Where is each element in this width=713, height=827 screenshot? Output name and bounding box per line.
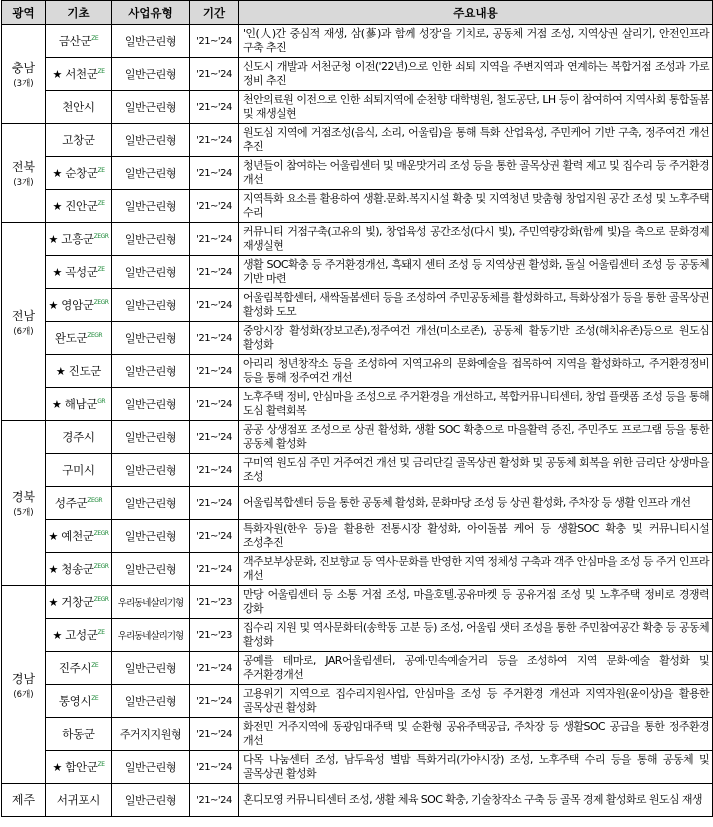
- city-name: 통영시: [58, 694, 92, 708]
- table-row: [2, 586, 713, 619]
- zone-tag: ZEGR: [93, 299, 109, 307]
- region-name: 경북: [11, 490, 36, 504]
- period-cell: '21~'24: [190, 25, 239, 58]
- table-row: [2, 388, 713, 421]
- city-cell: [46, 586, 112, 619]
- table-row: [2, 91, 713, 124]
- region-name: 제주: [11, 793, 36, 807]
- city-name: 경주시: [62, 430, 95, 444]
- city-name: 고창군: [62, 133, 95, 147]
- region-cell: [2, 784, 46, 817]
- city-name: 고흥군: [61, 232, 94, 246]
- star-icon: ★: [48, 233, 62, 246]
- table-body: [2, 25, 713, 817]
- period-cell: '21~'24: [190, 190, 239, 223]
- city-cell: [46, 619, 112, 652]
- period-cell: '21~'24: [190, 652, 239, 685]
- region-cell: [2, 421, 46, 586]
- star-icon: ★: [48, 596, 62, 609]
- table-row: [2, 619, 713, 652]
- period-cell: '21~'24: [190, 487, 239, 520]
- star-icon: ★: [52, 200, 66, 213]
- city-name: 서귀포시: [56, 793, 101, 807]
- period-cell: '21~'24: [190, 784, 239, 817]
- city-name: 천안시: [62, 100, 95, 114]
- type-cell: 일반근린형: [112, 157, 190, 190]
- zone-tag: ZE: [91, 35, 99, 43]
- type-cell: 주거지지원형: [112, 718, 190, 751]
- period-cell: '21~'24: [190, 322, 239, 355]
- content-cell: 원도심 지역에 거점조성(음식, 소리, 어울림)을 통해 특화 산업육성, 주민케어 기반 구축, 정주여건 개선 추진: [239, 124, 713, 157]
- star-icon: ★: [48, 299, 62, 312]
- content-cell: 공공 상생점포 조성으로 상권 활성화, 생활 SOC 확충으로 마을활력 증진, 주민주도 프로그램 등을 통한 공동체 활성화: [239, 421, 713, 454]
- content-cell: 청년들이 참여하는 어울림센터 및 매운맛거리 조성 등을 통한 골목상권 활력 제고 및 집수리 등 주거환경 개선: [239, 157, 713, 190]
- region-name: 전남: [11, 308, 36, 323]
- zone-tag: ZEGR: [93, 596, 109, 604]
- period-cell: '21~'24: [190, 355, 239, 388]
- city-name: 진안군: [65, 199, 98, 213]
- type-cell: 일반근린형: [112, 256, 190, 289]
- content-cell: 커뮤니티 거점구축(고유의 빛), 창업육성 공간조성(다시 빛), 주민역량강화(함께 빛)을 축으로 문화경제 재생실현: [239, 223, 713, 256]
- region-cell: [2, 586, 46, 784]
- region-cell: [2, 223, 46, 421]
- city-cell: [46, 784, 112, 817]
- city-name: 예천군: [61, 529, 94, 543]
- table-row: [2, 718, 713, 751]
- table-row: [2, 454, 713, 487]
- header-type: 사업유형: [112, 1, 190, 25]
- zone-tag: ZE: [91, 695, 99, 703]
- city-name: 서천군: [65, 67, 98, 81]
- city-name: 해남군: [64, 397, 98, 411]
- zone-tag: ZEGR: [93, 530, 109, 538]
- city-cell: [46, 751, 112, 784]
- city-name: 진도군: [68, 364, 102, 378]
- period-cell: '21~'24: [190, 124, 239, 157]
- zone-tag: ZE: [97, 68, 105, 76]
- table-row: [2, 289, 713, 322]
- period-cell: '21~'24: [190, 421, 239, 454]
- content-cell: 노후주택 정비, 안심마을 조성으로 주거환경을 개선하고, 복합커뮤니티센터, 창업 플랫폼 조성 등을 통해 도심 활력회복: [239, 388, 713, 421]
- content-cell: 공예를 테마로, JAR어울림센터, 공예·민속예술거리 등을 조성하여 지역 문화·예술 활성화 및 주거환경개선: [239, 652, 713, 685]
- table-row: [2, 520, 713, 553]
- zone-tag: ZE: [97, 761, 105, 769]
- city-name: 청송군: [61, 562, 94, 576]
- city-cell: [46, 25, 112, 58]
- period-cell: '21~'23: [190, 619, 239, 652]
- content-cell: 화전민 거주지역에 동광임대주택 및 순환형 공유주택공급, 주차장 등 생활SOC 공급을 통한 정주환경 개선: [239, 718, 713, 751]
- type-cell: 일반근린형: [112, 652, 190, 685]
- header-row: [2, 1, 713, 25]
- type-cell: 일반근린형: [112, 58, 190, 91]
- city-cell: [46, 487, 112, 520]
- period-cell: '21~'23: [190, 586, 239, 619]
- header-content: 주요내용: [239, 1, 713, 25]
- content-cell: 어울림복합센터 등을 통한 공동체 활성화, 문화마당 조성 등 상권 활성화, 주차장 등 생활 인프라 개선: [239, 487, 713, 520]
- content-cell: 다목 나눔센터 조성, 남두육성 별밤 특화거리(가야시장) 조성, 노후주택 수리 등을 통해 공동체 및 골목상권 활성화: [239, 751, 713, 784]
- city-cell: [46, 553, 112, 586]
- type-cell: 일반근린형: [112, 784, 190, 817]
- type-cell: 일반근린형: [112, 751, 190, 784]
- city-name: 함안군: [65, 760, 98, 774]
- content-cell: 생활 SOC확충 등 주거환경개선, 흑돼지 센터 조성 등 지역상권 활성화, 돌실 어울림센터 조성 등 공동체 기반 마련: [239, 256, 713, 289]
- star-icon: ★: [52, 68, 66, 81]
- zone-tag: ZEGR: [93, 233, 109, 241]
- zone-tag: GR: [97, 398, 106, 406]
- star-icon: ★: [51, 398, 65, 411]
- star-icon: ★: [52, 761, 66, 774]
- city-cell: [46, 91, 112, 124]
- content-cell: 아리리 청년창작소 등을 조성하여 지역고유의 문화예술을 접목하여 지역을 활성화하고, 주거환경정비 등을 통해 정주여건 개선: [239, 355, 713, 388]
- content-cell: '인(人)간 중심적 재생, 삼(蔘)과 함께 성장'을 기치로, 공동체 거점 조성, 지역상권 살리기, 안전인프라 구축 추진: [239, 25, 713, 58]
- city-name: 곡성군: [65, 265, 98, 279]
- city-cell: [46, 190, 112, 223]
- table-row: [2, 223, 713, 256]
- star-icon: ★: [55, 365, 69, 378]
- zone-tag: ZE: [97, 167, 105, 175]
- zone-tag: ZEGR: [87, 332, 103, 340]
- content-cell: 집수리 지원 및 역사문화터(송학동 고분 등) 조성, 어울림 샛터 조성을 통한 주민참여공간 확충 등 공동체 활성화: [239, 619, 713, 652]
- city-cell: [46, 421, 112, 454]
- type-cell: 일반근린형: [112, 454, 190, 487]
- header-city: 기초: [46, 1, 112, 25]
- content-cell: 지역특화 요소를 활용하여 생활.문화.복지시설 확충 및 지역청년 맞춤형 창업지원 공간 조성 및 노후주택 수리: [239, 190, 713, 223]
- city-cell: [46, 58, 112, 91]
- type-cell: 일반근린형: [112, 487, 190, 520]
- type-cell: 일반근린형: [112, 322, 190, 355]
- region-count: (5개): [13, 508, 34, 518]
- zone-tag: ZEGR: [87, 497, 103, 505]
- table-row: [2, 487, 713, 520]
- city-cell: [46, 124, 112, 157]
- table-row: [2, 157, 713, 190]
- zone-tag: ZE: [97, 200, 105, 208]
- table-row: [2, 652, 713, 685]
- period-cell: '21~'24: [190, 718, 239, 751]
- city-cell: [46, 718, 112, 751]
- city-cell: [46, 157, 112, 190]
- city-cell: [46, 256, 112, 289]
- city-cell: [46, 355, 112, 388]
- type-cell: 일반근린형: [112, 520, 190, 553]
- zone-tag: ZEGR: [93, 563, 109, 571]
- type-cell: 일반근린형: [112, 289, 190, 322]
- star-icon: ★: [52, 629, 66, 642]
- region-cell: [2, 124, 46, 223]
- region-count: (3개): [13, 178, 34, 188]
- city-name: 거창군: [61, 595, 94, 609]
- table-row: [2, 322, 713, 355]
- table-row: [2, 190, 713, 223]
- period-cell: '21~'24: [190, 223, 239, 256]
- period-cell: '21~'24: [190, 553, 239, 586]
- table-row: [2, 421, 713, 454]
- type-cell: 일반근린형: [112, 553, 190, 586]
- type-cell: 일반근린형: [112, 25, 190, 58]
- zone-tag: ZE: [97, 629, 105, 637]
- content-cell: 객주보부상문화, 진보향교 등 역사·문화를 반영한 지역 정체성 구축과 객주 안심마을 조성 등 주거 인프라 개선: [239, 553, 713, 586]
- header-region: 광역: [2, 1, 46, 25]
- period-cell: '21~'24: [190, 91, 239, 124]
- period-cell: '21~'24: [190, 157, 239, 190]
- type-cell: 일반근린형: [112, 223, 190, 256]
- type-cell: 일반근린형: [112, 91, 190, 124]
- city-name: 순창군: [65, 166, 98, 180]
- period-cell: '21~'24: [190, 520, 239, 553]
- region-cell: [2, 25, 46, 124]
- city-name: 성주군: [54, 496, 88, 510]
- type-cell: 일반근린형: [112, 124, 190, 157]
- type-cell: 일반근린형: [112, 685, 190, 718]
- city-name: 고성군: [65, 628, 98, 642]
- region-name: 경남: [11, 671, 36, 686]
- table-row: [2, 685, 713, 718]
- city-name: 하동군: [62, 727, 95, 741]
- content-cell: 신도시 개발과 서천군청 이전('22년)으로 인한 쇠퇴 지역을 주변지역과 연계하는 복합거점 조성과 가로 정비 추진: [239, 58, 713, 91]
- type-cell: 우리동네살리기형: [112, 586, 190, 619]
- table-row: [2, 25, 713, 58]
- period-cell: '21~'24: [190, 58, 239, 91]
- content-cell: 고용위기 지역으로 집수리지원사업, 안심마을 조성 등 주거환경 개선과 지역자원(윤이상)을 활용한 골목상권 활성화: [239, 685, 713, 718]
- region-name: 전북: [11, 160, 36, 174]
- content-cell: 만당 어울림센터 등 소통 거점 조성, 마을호텔.공유마켓 등 공유거점 조성 및 노후주택 정비로 경쟁력 강화: [239, 586, 713, 619]
- table-row: [2, 58, 713, 91]
- table-row: [2, 751, 713, 784]
- content-cell: 천안의료원 이전으로 인한 쇠퇴지역에 순천향 대학병원, 철도공단, LH 등이 참여하여 지역사회 통합돌봄 및 재생실현: [239, 91, 713, 124]
- type-cell: 일반근린형: [112, 388, 190, 421]
- region-count: (6개): [13, 689, 34, 700]
- type-cell: 우리동네살리기형: [112, 619, 190, 652]
- zone-tag: ZE: [91, 662, 99, 670]
- period-cell: '21~'24: [190, 454, 239, 487]
- city-cell: [46, 223, 112, 256]
- period-cell: '21~'24: [190, 388, 239, 421]
- city-cell: [46, 685, 112, 718]
- project-table: [1, 0, 713, 817]
- content-cell: 어울림복합센터, 새싹돌봄센터 등을 조성하여 주민공동체를 활성화하고, 특화상점가 등을 통한 골목상권 활성화 도모: [239, 289, 713, 322]
- content-cell: 구미역 원도심 주민 거주여건 개선 및 금리단길 골목상권 활성화 및 공동체 회복을 위한 금리단 상생마을 조성: [239, 454, 713, 487]
- city-cell: [46, 322, 112, 355]
- city-name: 진주시: [58, 661, 92, 675]
- star-icon: ★: [48, 563, 62, 576]
- city-name: 완도군: [54, 331, 88, 345]
- region-name: 충남: [11, 61, 36, 75]
- period-cell: '21~'24: [190, 256, 239, 289]
- city-cell: [46, 652, 112, 685]
- table-row: [2, 784, 713, 817]
- period-cell: '21~'24: [190, 751, 239, 784]
- star-icon: ★: [52, 266, 66, 279]
- content-cell: 특화자원(한우 등)을 활용한 전통시장 활성화, 아이돌봄 케어 등 생활SOC 확충 및 커뮤니티시설 조성추진: [239, 520, 713, 553]
- region-count: (3개): [13, 79, 34, 89]
- table-row: [2, 553, 713, 586]
- header-period: 기간: [190, 1, 239, 25]
- period-cell: '21~'24: [190, 685, 239, 718]
- type-cell: 일반근린형: [112, 421, 190, 454]
- table-row: [2, 355, 713, 388]
- region-count: (6개): [13, 326, 34, 337]
- type-cell: 일반근린형: [112, 355, 190, 388]
- city-cell: [46, 520, 112, 553]
- city-cell: [46, 388, 112, 421]
- content-cell: 중앙시장 활성화(장보고존),정주여건 개선(미소로존), 공동체 활동기반 조성(해치유존)등으로 원도심 활성화: [239, 322, 713, 355]
- zone-tag: ZE: [97, 266, 105, 274]
- star-icon: ★: [52, 167, 66, 180]
- period-cell: '21~'24: [190, 289, 239, 322]
- content-cell: 혼디모영 커뮤니티센터 조성, 생활 체육 SOC 확충, 기술창작소 구축 등 골목 경제 활성화로 원도심 재생: [239, 784, 713, 817]
- city-name: 금산군: [58, 34, 92, 48]
- star-icon: ★: [48, 530, 62, 543]
- city-name: 구미시: [62, 463, 95, 477]
- type-cell: 일반근린형: [112, 190, 190, 223]
- table-row: [2, 256, 713, 289]
- table-row: [2, 124, 713, 157]
- city-cell: [46, 454, 112, 487]
- city-cell: [46, 289, 112, 322]
- city-name: 영암군: [61, 298, 94, 312]
